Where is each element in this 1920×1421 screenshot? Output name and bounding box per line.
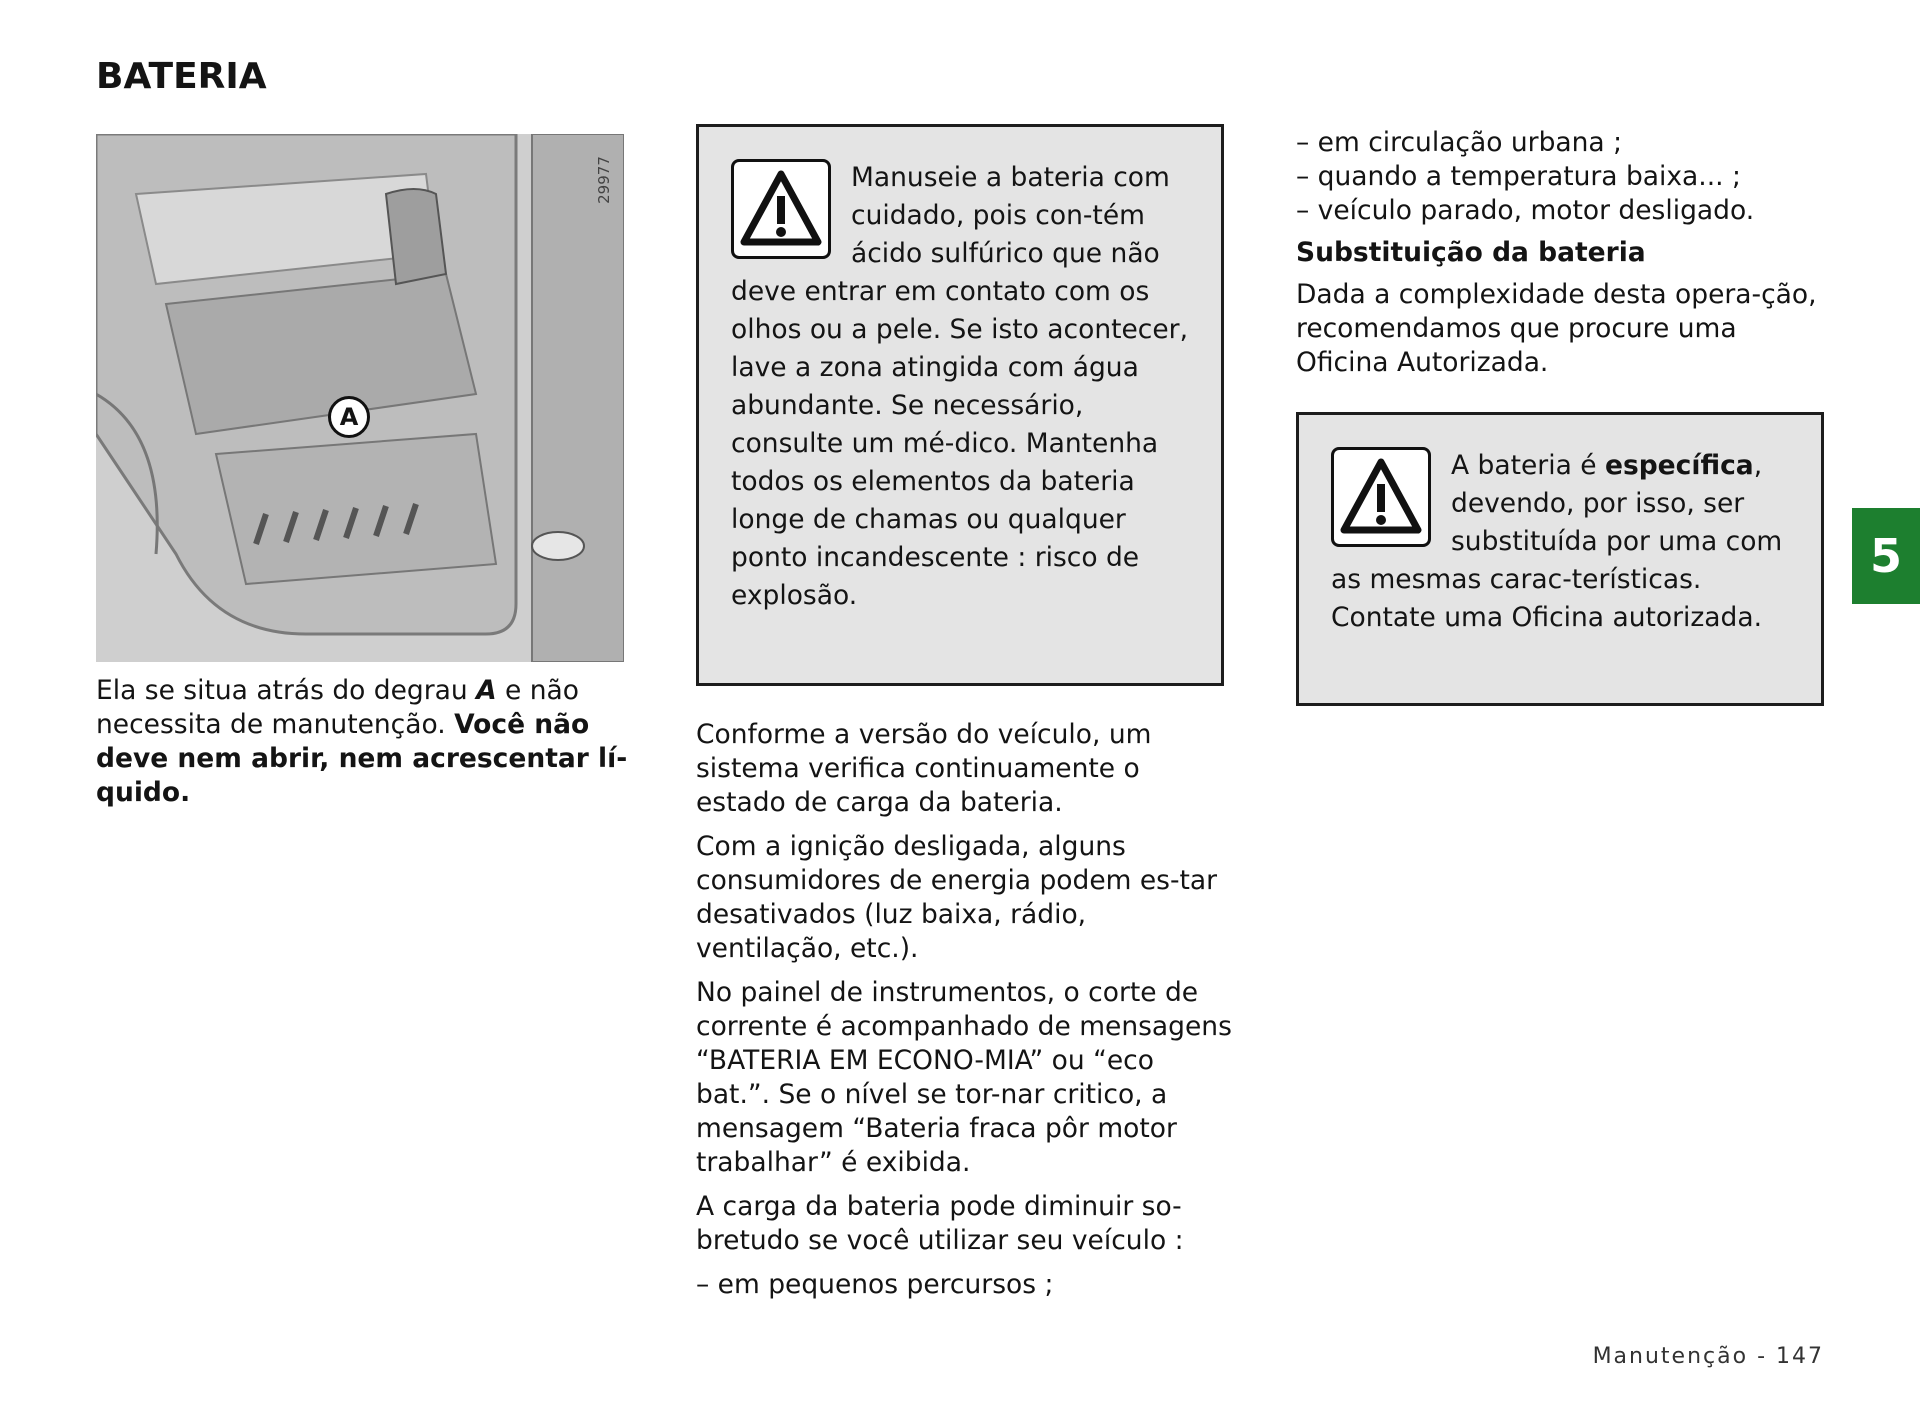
paragraph: Conforme a versão do veículo, um sistema verifica continuamente o estado de carga da bateria. xyxy=(696,719,1152,818)
battery-location-illustration xyxy=(96,134,624,662)
column-3-text xyxy=(1296,126,1836,390)
text-run: , devendo, por isso, ser substituída por uma com as mesmas carac-terísticas. Contate uma Oficina autorizada. xyxy=(1331,450,1783,633)
paragraph: Com a ignição desligada, alguns consumidores de energia podem es-tar desativados (luz baixa, rádio, ventilação, etc.). xyxy=(696,831,1218,964)
section-subheading: Substituição da bateria xyxy=(1296,237,1646,268)
figure-number: 29977 xyxy=(595,156,613,204)
warning-box-acid xyxy=(696,124,1224,686)
paragraph: No painel de instrumentos, o corte de corrente é acompanhado de mensagens “BATERIA EM ECONO-MIA” ou “eco bat.”. Se o nível se tor-nar critico, a mensagem “Bateria fraca pôr motor trabalhar” é exibida. xyxy=(696,977,1232,1178)
list-item: – em circulação urbana ; xyxy=(1296,127,1623,158)
page-title: BATERIA xyxy=(96,56,267,97)
warning-triangle-icon xyxy=(1331,447,1431,547)
battery-location-paragraph xyxy=(96,674,636,820)
bold-warning: Você não deve nem abrir, nem acrescentar lí-quido. xyxy=(96,709,628,808)
text-run: Ela se situa atrás do degrau xyxy=(96,675,477,706)
figure-callout-a: A xyxy=(328,396,370,438)
text-run: A bateria é xyxy=(1451,450,1605,481)
chapter-tab: 5 xyxy=(1852,508,1920,604)
list-item: – veículo parado, motor desligado. xyxy=(1296,195,1755,226)
paragraph: Dada a complexidade desta opera-ção, recomendamos que procure uma Oficina Autorizada. xyxy=(1296,279,1817,378)
paragraph: A carga da bateria pode diminuir so-bretudo se você utilizar seu veículo : xyxy=(696,1191,1184,1256)
text-run: e não necessita de manutenção. xyxy=(96,675,579,740)
warning-text: Manuseie a bateria com cuidado, pois con-tém ácido sulfúrico que não deve entrar em contato com os olhos ou a pele. Se isto acontecer, lave a zona atingida com água abundante. Se necessário, consulte um mé-dico. Mantenha todos os elementos da bateria longe de chamas ou qualquer ponto incandescente : risco de explosão. xyxy=(731,162,1188,611)
column-2-text xyxy=(696,718,1236,1302)
vehicle-door-step-drawing xyxy=(96,134,624,662)
callout-ref: A xyxy=(476,675,497,706)
warning-box-replacement xyxy=(1296,412,1824,706)
page-footer: Manutenção - 147 xyxy=(1592,1344,1824,1369)
list-item: – em pequenos percursos ; xyxy=(696,1269,1054,1300)
warning-triangle-icon xyxy=(731,159,831,259)
emphasis: específica xyxy=(1604,450,1754,481)
list-item: – quando a temperatura baixa... ; xyxy=(1296,161,1741,192)
